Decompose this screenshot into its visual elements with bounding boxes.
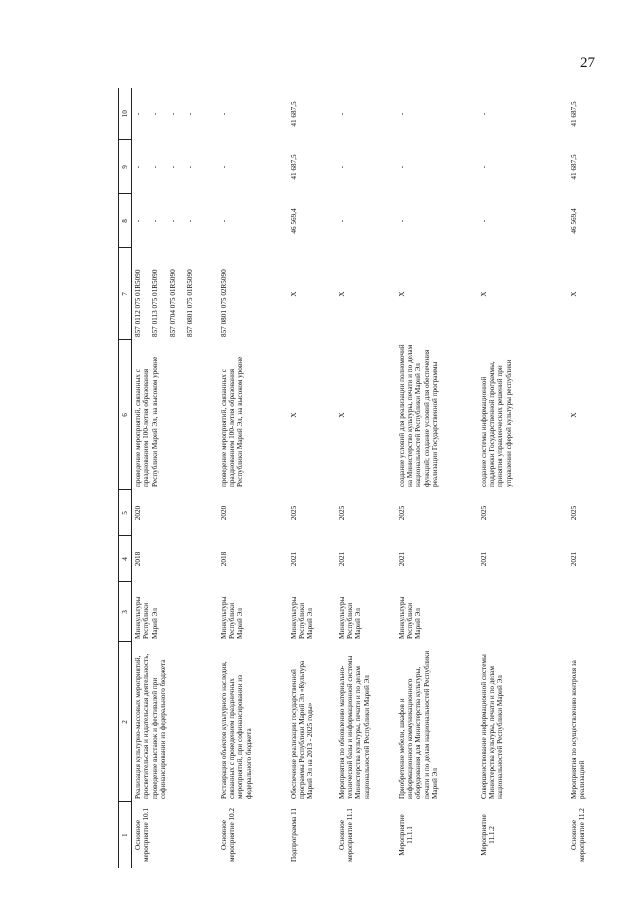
table-row xyxy=(568,88,606,868)
row-description-cell: Мероприятия по осуществлению контроля за реализацией xyxy=(569,660,586,799)
value-line: - xyxy=(134,112,142,116)
header-row xyxy=(119,88,132,868)
row-description-cell: Обеспечение реализации государственной программы Республики Марий Эл «Культура Марий Эл на 2013 - 2025 годы» xyxy=(289,660,315,799)
value-line: - xyxy=(219,219,228,223)
row-end-year-cell: 2025 xyxy=(337,505,346,521)
row-end-year-cell: 2025 xyxy=(289,505,298,521)
row-value-col9-cell xyxy=(396,140,478,194)
row-start-year-cell: 2018 xyxy=(219,551,228,567)
row-value-col9-cell xyxy=(478,140,568,194)
value-line: 41 687,5 xyxy=(569,154,578,180)
budget-code-line: 857 0112 075 01R5090 xyxy=(134,269,142,337)
col-header-7: 7 xyxy=(119,248,132,340)
value-line: 46 569,4 xyxy=(569,208,578,234)
row-description-cell: Реализация культурно-массовых мероприятий, просветительская и издательская деятельность, проведение выставок и фестивалей при софинансировании из федерального бюджета xyxy=(134,653,168,799)
row-budget-code-cell xyxy=(568,248,606,340)
row-name-cell: Мероприятие 11.1.2 xyxy=(479,814,496,856)
row-end-year-cell: 2020 xyxy=(219,505,228,521)
row-executor-cell: Минкультуры Республики Марий Эл xyxy=(289,596,315,639)
row-value-col8-cell xyxy=(218,194,288,248)
row-executor-cell xyxy=(478,582,568,642)
budget-code-line: X xyxy=(479,291,488,297)
row-value-col8-cell xyxy=(336,194,396,248)
value-line: - xyxy=(186,112,195,116)
row-value-col10-cell xyxy=(478,88,568,140)
row-result-cell: X xyxy=(569,412,578,418)
row-start-year-cell: 2021 xyxy=(289,551,298,567)
value-line: - xyxy=(337,165,346,169)
row-end-year-cell: 2025 xyxy=(569,505,578,521)
row-value-col9-cell xyxy=(132,140,218,194)
table-row xyxy=(132,88,218,868)
budget-code-line: X xyxy=(337,291,346,297)
row-value-col10-cell xyxy=(396,88,478,140)
row-value-col8-cell xyxy=(288,194,336,248)
value-line: - xyxy=(337,112,346,116)
col-header-6: 6 xyxy=(119,340,132,490)
row-budget-code-cell xyxy=(396,248,478,340)
value-line: - xyxy=(479,165,488,169)
row-value-col10-cell xyxy=(336,88,396,140)
page-number: 27 xyxy=(580,55,595,71)
value-line: - xyxy=(337,219,346,223)
row-budget-code-cell xyxy=(478,248,568,340)
row-result-cell: X xyxy=(289,412,298,418)
row-executor-cell: Минкультуры Республики Марий Эл xyxy=(134,596,159,639)
row-executor-cell: Минкультуры Республики Марий Эл xyxy=(397,596,423,639)
row-result-cell: X xyxy=(337,412,346,418)
value-line: - xyxy=(397,219,406,223)
row-value-col8-cell xyxy=(132,194,218,248)
row-start-year-cell: 2021 xyxy=(569,551,578,567)
row-value-col9-cell xyxy=(568,140,606,194)
row-name-cell: Основное мероприятие 10.2 xyxy=(219,807,236,863)
col-header-3: 3 xyxy=(119,582,132,642)
row-name-cell: Основное мероприятие 10.1 xyxy=(134,807,151,863)
row-executor-cell xyxy=(568,582,606,642)
value-line: - xyxy=(186,165,195,169)
value-line: - xyxy=(397,112,406,116)
value-line: - xyxy=(151,165,160,169)
value-line: - xyxy=(151,219,160,223)
row-end-year-cell: 2020 xyxy=(134,505,142,521)
value-line: - xyxy=(134,219,142,223)
value-line: - xyxy=(479,112,488,116)
budget-code-line: 857 0801 075 01R5090 xyxy=(186,269,195,337)
table-row xyxy=(218,88,288,868)
budget-code-line: 857 0704 075 01R5090 xyxy=(168,269,177,337)
row-description-cell: Мероприятия по обновлению материально-технической базы и информационной системы Министерства культуры, печати и по делам национальностей Республики Марий Эл xyxy=(337,655,371,799)
value-line: - xyxy=(168,112,177,116)
row-name-cell: Основное мероприятие 11.1 xyxy=(337,808,354,862)
value-line: - xyxy=(219,165,228,169)
row-value-col9-cell xyxy=(218,140,288,194)
row-name-cell: Подпрограмма 11 xyxy=(289,808,298,862)
row-value-col10-cell xyxy=(132,88,218,140)
row-result-cell: проведение мероприятий, связанных с празднованием 100-летия образования Республики Марий Эл, на высоком уровне xyxy=(134,356,159,487)
col-header-8: 8 xyxy=(119,194,132,248)
row-budget-code-cell xyxy=(288,248,336,340)
row-value-col8-cell xyxy=(478,194,568,248)
row-result-cell: проведение мероприятий, связанных с празднованием 100-летия образования Республики Марий Эл, на высоком уровне xyxy=(219,356,245,487)
row-start-year-cell: 2021 xyxy=(337,551,346,567)
value-line: 41 687,5 xyxy=(289,101,298,127)
value-line: - xyxy=(397,165,406,169)
row-value-col10-cell xyxy=(218,88,288,140)
value-line: 41 687,5 xyxy=(289,154,298,180)
row-executor-cell: Минкультуры Республики Марий Эл xyxy=(337,596,363,639)
row-start-year-cell: 2018 xyxy=(134,551,142,567)
row-value-col8-cell xyxy=(568,194,606,248)
table-row xyxy=(396,88,478,868)
row-name-cell: Мероприятие 11.1.1 xyxy=(397,814,414,856)
value-line: - xyxy=(168,165,177,169)
budget-code-line: 857 0113 075 01R5090 xyxy=(151,269,160,337)
col-header-9: 9 xyxy=(119,140,132,194)
col-header-4: 4 xyxy=(119,536,132,582)
row-start-year-cell: 2021 xyxy=(397,551,406,567)
row-executor-cell: Минкультуры Республики Марий Эл xyxy=(219,596,245,639)
budget-code-line: X xyxy=(397,291,406,297)
row-result-cell: создание системы информационной поддержки Государственной программы, принятия управленческих решений при управлении сферой культуры республики xyxy=(479,359,513,487)
row-value-col10-cell xyxy=(288,88,336,140)
row-budget-code-cell xyxy=(132,248,218,340)
row-value-col8-cell xyxy=(396,194,478,248)
row-value-col9-cell xyxy=(288,140,336,194)
table-body xyxy=(132,88,606,868)
value-line: - xyxy=(151,112,160,116)
budget-code-line: X xyxy=(569,291,578,297)
value-line: - xyxy=(168,219,177,223)
budget-code-line: 857 0801 075 02R5090 xyxy=(219,269,228,337)
col-header-5: 5 xyxy=(119,490,132,536)
row-budget-code-cell xyxy=(218,248,288,340)
value-line: - xyxy=(186,219,195,223)
row-description-cell: Реставрация объектов культурного наследия, связанных с проведением праздничных мероприятий, при софинансировании из федерального бюджета xyxy=(219,661,253,799)
program-table xyxy=(118,88,606,868)
value-line: - xyxy=(134,165,142,169)
row-description-cell: Приобретение мебели, шкафов и информационного коммуникационного оборудования для Министерства культуры, печати и по делам национальностей Республики Марий Эл xyxy=(397,650,440,799)
row-result-cell: создание условий для реализации полномочий на Министерство культуры, печати и по делам национальностей Республики Марий Эл функций; создание условий для обеспечения реализации Государственной программы xyxy=(397,344,440,487)
row-budget-code-cell xyxy=(336,248,396,340)
value-line: - xyxy=(479,219,488,223)
value-line: 41 687,5 xyxy=(569,101,578,127)
row-end-year-cell: 2025 xyxy=(479,505,488,521)
row-value-col9-cell xyxy=(336,140,396,194)
table-row xyxy=(288,88,336,868)
col-header-2: 2 xyxy=(119,642,132,802)
value-line: - xyxy=(219,112,228,116)
row-start-year-cell: 2021 xyxy=(479,551,488,567)
row-name-cell: Основное мероприятие 11.2 xyxy=(569,808,586,862)
row-end-year-cell: 2025 xyxy=(397,505,406,521)
table-row xyxy=(478,88,568,868)
value-line: 46 569,4 xyxy=(289,208,298,234)
table-row xyxy=(336,88,396,868)
row-description-cell: Совершенствование информационной системы Министерства культуры, печати и по делам национальностей Республики Марий Эл xyxy=(479,654,505,799)
budget-code-line: X xyxy=(289,291,298,297)
col-header-10: 10 xyxy=(119,88,132,140)
col-header-1: 1 xyxy=(119,802,132,868)
rotated-table-container xyxy=(118,88,586,868)
row-value-col10-cell xyxy=(568,88,606,140)
